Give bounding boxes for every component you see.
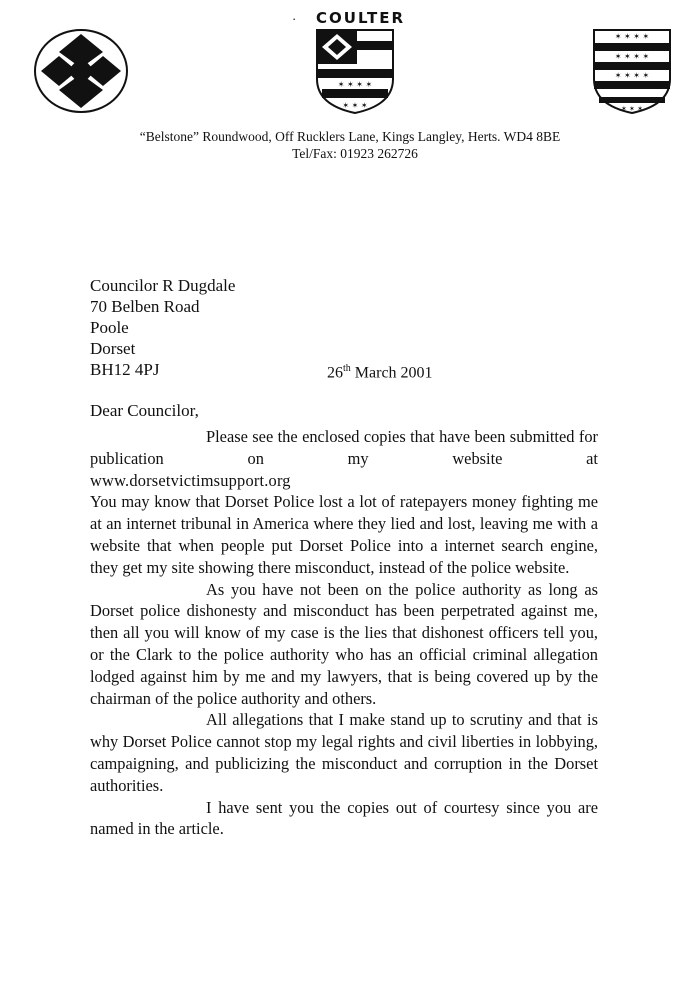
- decorative-dot: ·: [292, 11, 297, 26]
- recipient-name: Councilor R Dugdale: [90, 276, 236, 295]
- paragraph-police-authority: As you have not been on the police authority as long as Dorset police dishonesty and misconduct has been perpetrated against me, then all you will know of my case is the lies that dishonest officers tell you, or the Clark to the police authority who has an official criminal allegation lodged against him by me and my lawyers, that is being covered up by the chairman of the police authority and others.: [90, 579, 598, 708]
- svg-text:✶ ✶ ✶: ✶ ✶ ✶: [342, 101, 368, 110]
- website-url: www.dorsetvictimsupport.org: [90, 470, 291, 490]
- letter-body: [90, 426, 598, 840]
- recipient-street: 70 Belben Road: [90, 297, 200, 316]
- letterhead-telfax: Tel/Fax: 01923 262726: [292, 146, 418, 161]
- svg-text:✶ ✶ ✶ ✶: ✶ ✶ ✶ ✶: [614, 32, 650, 41]
- letterhead-address: “Belstone” Roundwood, Off Rucklers Lane, Kings Langley, Herts. WD4 8BE: [139, 129, 561, 144]
- heraldic-shield-icon: [314, 27, 396, 115]
- salutation: Dear Councilor,: [90, 401, 199, 420]
- striped-shield-icon: [591, 27, 673, 115]
- svg-text:✶ ✶ ✶ ✶: ✶ ✶ ✶ ✶: [614, 71, 650, 80]
- paragraph-enclosed-copies: Please see the enclosed copies that have been submitted for publication on my website at: [90, 427, 598, 468]
- recipient-county: Dorset: [90, 339, 136, 358]
- recipient-town: Poole: [90, 318, 129, 337]
- brand-name: COULTER: [316, 9, 406, 27]
- date-month-year: March 2001: [350, 364, 433, 382]
- paragraph-tribunal: You may know that Dorset Police lost a lot of ratepayers money fighting me at an internet tribunal in America where they lied and lost, leaving me with a website that when people put Dorset Police into a internet search engine, they get my site showing there misconduct, instead of the police website.: [90, 492, 598, 577]
- circular-diamond-logo-icon: [33, 28, 129, 114]
- svg-text:✶ ✶ ✶: ✶ ✶ ✶: [620, 105, 644, 113]
- svg-text:✶ ✶ ✶ ✶: ✶ ✶ ✶ ✶: [614, 52, 650, 61]
- paragraph-allegations: All allegations that I make stand up to scrutiny and that is why Dorset Police cannot stop my legal rights and civil liberties in lobbying, campaigning, and publicizing the misconduct and corruption in the Dorset authorities.: [90, 710, 598, 795]
- date-day: 26: [327, 364, 343, 382]
- letter-date: [327, 363, 433, 382]
- recipient-postcode: BH12 4PJ: [90, 360, 160, 379]
- paragraph-courtesy: I have sent you the copies out of courtesy since you are named in the article.: [90, 797, 598, 839]
- svg-text:✶ ✶ ✶ ✶: ✶ ✶ ✶ ✶: [337, 80, 373, 89]
- date-suffix: th: [343, 363, 351, 374]
